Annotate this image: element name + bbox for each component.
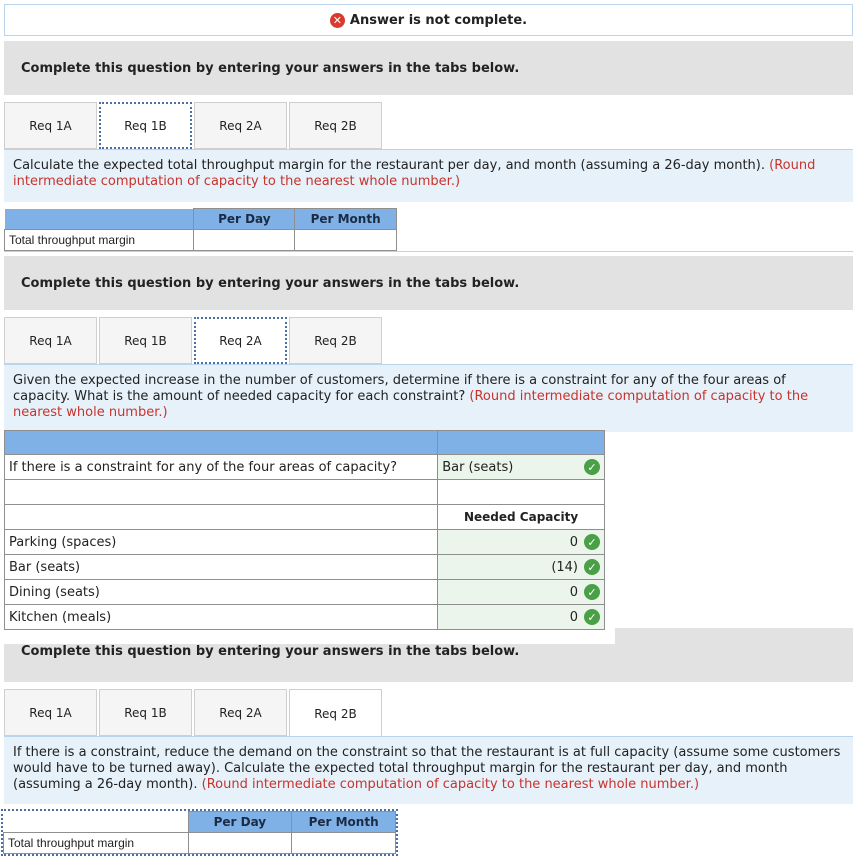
question-prompt-band <box>4 256 853 310</box>
tab-label: Req 2A <box>219 118 262 133</box>
capacity-table <box>4 430 605 630</box>
row-label-throughput: Total throughput margin <box>4 833 189 854</box>
header-blank <box>5 431 438 455</box>
tab-label: Req 2A <box>219 705 262 720</box>
row-label: Dining (seats) <box>5 580 438 605</box>
tab-label: Req 2A <box>219 333 262 348</box>
header-blank <box>4 812 189 833</box>
tab-label: Req 2B <box>314 706 357 721</box>
throughput-table-req1b <box>4 208 397 251</box>
col-per-month: Per Month <box>295 209 397 230</box>
blank-cell <box>438 480 605 505</box>
tab-label: Req 1B <box>124 705 167 720</box>
tab-req-2a[interactable] <box>194 102 287 149</box>
needed-capacity-value: (14) <box>551 559 578 575</box>
row-label: Bar (seats) <box>5 555 438 580</box>
per-day-input[interactable] <box>194 230 295 251</box>
table-row <box>5 530 605 555</box>
instruction-box <box>4 736 853 804</box>
table-row <box>5 605 605 630</box>
constraint-answer-select[interactable] <box>438 455 605 480</box>
per-month-input[interactable] <box>292 833 396 854</box>
question-prompt-band <box>4 644 615 682</box>
needed-capacity-input[interactable] <box>438 530 605 555</box>
tab-label: Req 1A <box>29 705 72 720</box>
tab-req-2b[interactable] <box>289 689 382 737</box>
tab-req-1b[interactable] <box>99 102 192 149</box>
constraint-answer: Bar (seats) <box>442 459 514 475</box>
tab-req-2b[interactable] <box>289 317 382 364</box>
needed-capacity-header: Needed Capacity <box>438 505 605 530</box>
tab-req-1a[interactable] <box>4 102 97 149</box>
col-per-day: Per Day <box>188 812 292 833</box>
tab-req-1b[interactable] <box>99 689 192 736</box>
needed-capacity-value: 0 <box>569 609 578 625</box>
needed-capacity-input[interactable] <box>438 555 605 580</box>
instruction-note: (Round intermediate computation of capacity to the nearest whole number.) <box>13 389 809 420</box>
question-prompt-band <box>4 41 853 95</box>
tab-req-2b[interactable] <box>289 102 382 149</box>
constraint-question: If there is a constraint for any of the four areas of capacity? <box>5 455 438 480</box>
tab-label: Req 1A <box>29 333 72 348</box>
throughput-table-req2b <box>3 811 396 854</box>
per-day-input[interactable] <box>188 833 292 854</box>
instruction-note: (Round intermediate computation of capacity to the nearest whole number.) <box>201 777 700 792</box>
question-prompt: Complete this question by entering your answers in the tabs below. <box>21 275 520 291</box>
answer-status-bar <box>4 4 853 36</box>
tab-label: Req 2B <box>314 333 357 348</box>
tab-req-2a[interactable] <box>194 689 287 736</box>
divider <box>4 251 853 252</box>
question-prompt: Complete this question by entering your answers in the tabs below. <box>21 643 520 659</box>
col-per-month: Per Month <box>292 812 396 833</box>
instruction-text: Calculate the expected total throughput margin for the restaurant per day, and month (assuming a 26-day month). <box>13 158 765 173</box>
answer-status-text: Answer is not complete. <box>349 12 528 28</box>
tab-label: Req 1A <box>29 118 72 133</box>
instruction-box <box>4 149 853 202</box>
question-prompt-band-edge <box>615 628 853 682</box>
row-label: Parking (spaces) <box>5 530 438 555</box>
header-blank <box>5 209 194 230</box>
check-icon: ✓ <box>584 609 600 625</box>
blank-cell <box>5 480 438 505</box>
instruction-text: If there is a constraint, reduce the demand on the constraint so that the restaurant is at full capacity (assume some customers would have to be turned away). Calculate the expected total throughput margin for the restaurant per day, and month (assuming a 26-day month). <box>13 745 841 792</box>
check-icon: ✓ <box>584 584 600 600</box>
question-prompt: Complete this question by entering your answers in the tabs below. <box>21 60 520 76</box>
row-label: Kitchen (meals) <box>5 605 438 630</box>
row-label-throughput: Total throughput margin <box>5 230 194 251</box>
check-icon: ✓ <box>584 459 600 475</box>
needed-capacity-value: 0 <box>569 584 578 600</box>
per-month-input[interactable] <box>295 230 397 251</box>
check-icon: ✓ <box>584 559 600 575</box>
check-icon: ✓ <box>584 534 600 550</box>
header-blank <box>438 431 605 455</box>
tab-label: Req 1B <box>124 118 167 133</box>
tab-req-1a[interactable] <box>4 317 97 364</box>
col-per-day: Per Day <box>194 209 295 230</box>
tab-req-1a[interactable] <box>4 689 97 736</box>
error-icon: ✕ <box>330 13 345 28</box>
instruction-note: (Round intermediate computation of capacity to the nearest whole number.) <box>13 158 816 189</box>
tab-label: Req 2B <box>314 118 357 133</box>
tab-label: Req 1B <box>124 333 167 348</box>
needed-capacity-input[interactable] <box>438 605 605 630</box>
blank-cell <box>5 505 438 530</box>
tab-req-2a[interactable] <box>194 317 287 364</box>
instruction-text: Given the expected increase in the number of customers, determine if there is a constraint for any of the four areas of capacity. What is the amount of needed capacity for each constraint? <box>13 373 786 404</box>
needed-capacity-value: 0 <box>569 534 578 550</box>
tab-req-1b[interactable] <box>99 317 192 364</box>
needed-capacity-input[interactable] <box>438 580 605 605</box>
table-row <box>5 580 605 605</box>
table-row <box>5 555 605 580</box>
instruction-box <box>4 364 853 432</box>
